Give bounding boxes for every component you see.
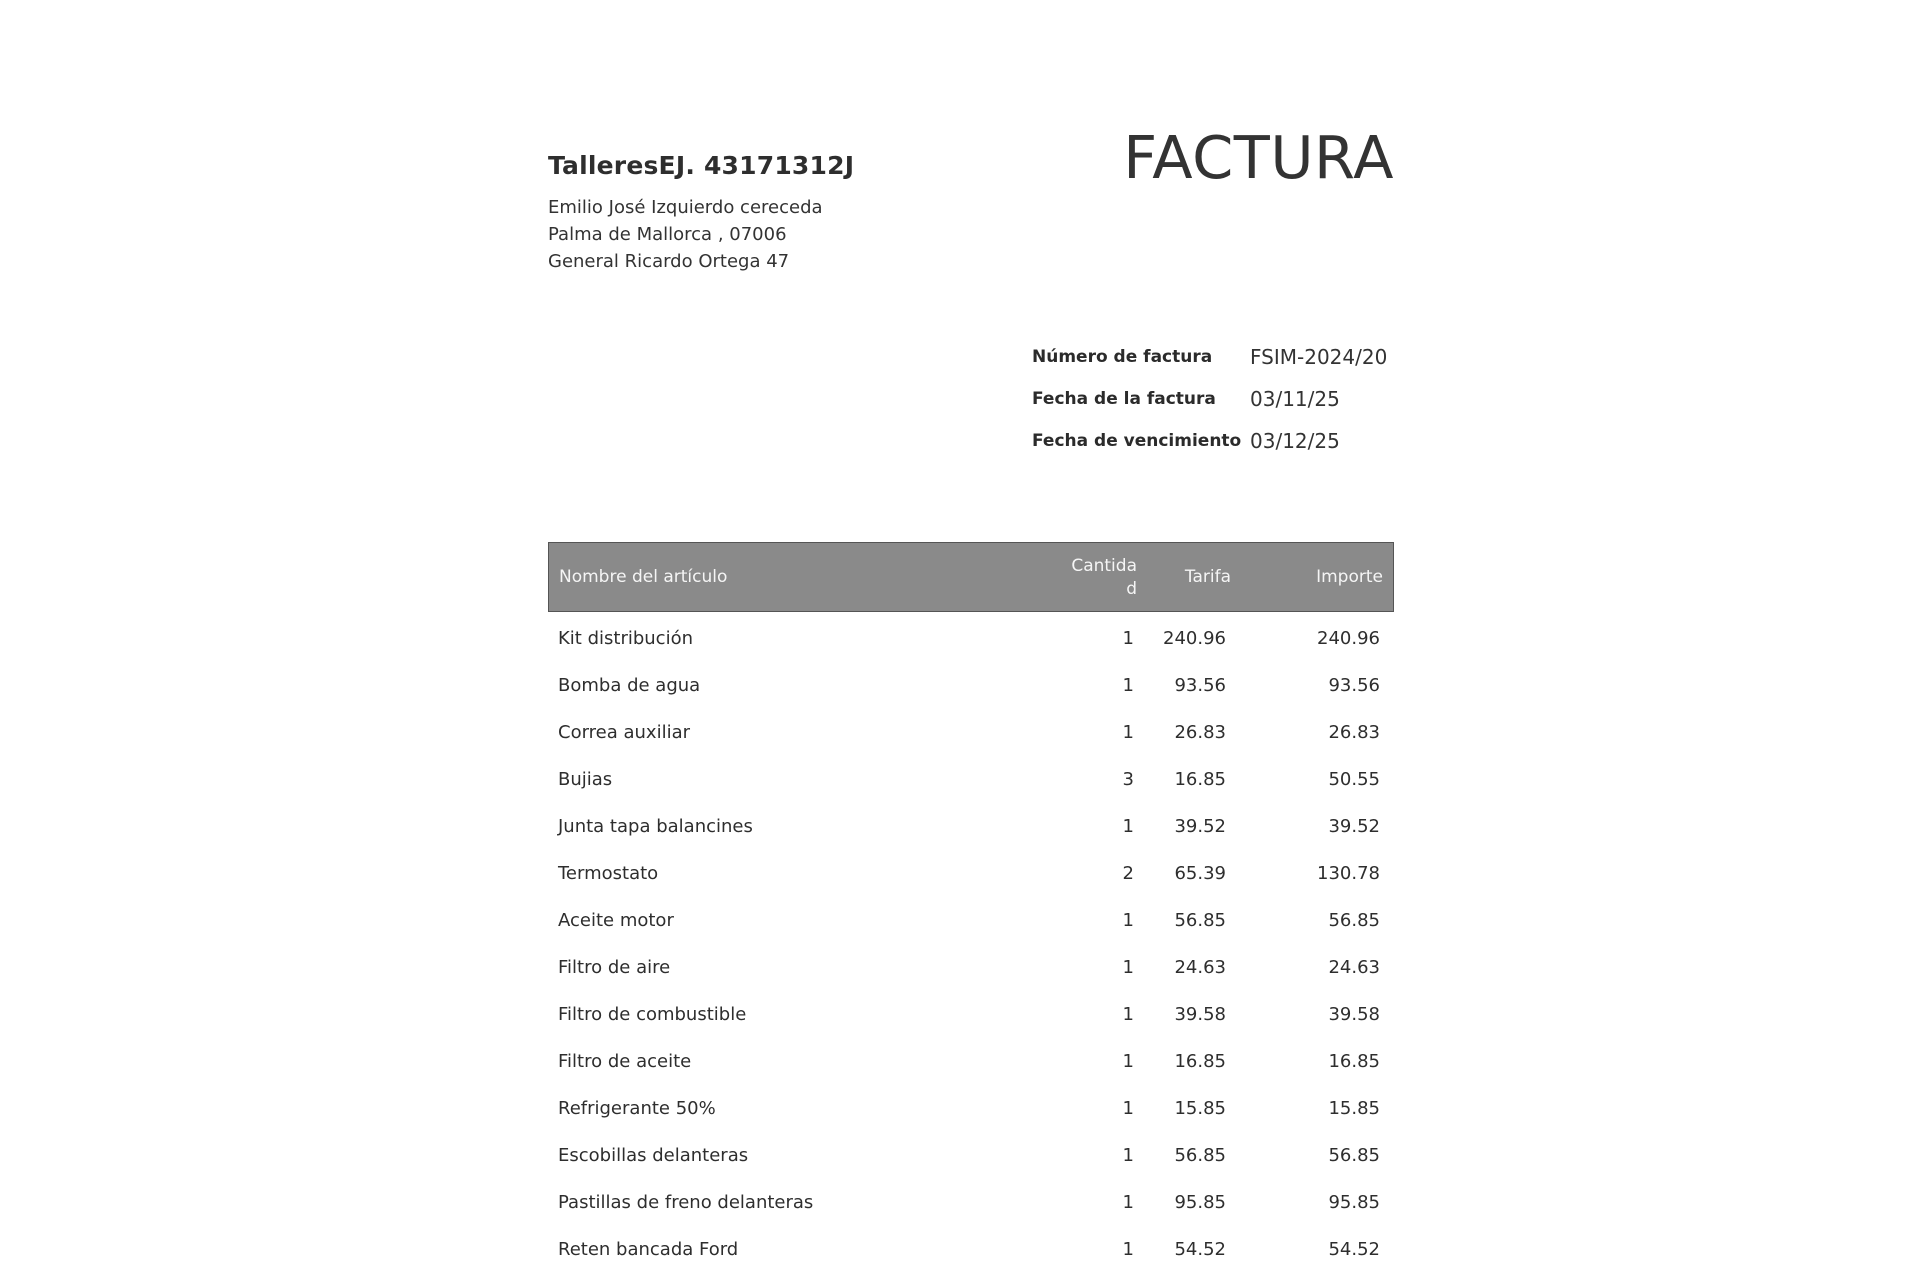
item-rate: 16.85 bbox=[1174, 1051, 1226, 1072]
item-quantity: 1 bbox=[1122, 1239, 1134, 1260]
header-rate: Tarifa bbox=[1184, 567, 1231, 587]
table-row bbox=[548, 757, 1394, 804]
item-rate: 15.85 bbox=[1174, 1098, 1226, 1119]
table-row bbox=[548, 1133, 1394, 1180]
table-row bbox=[548, 1180, 1394, 1227]
item-name: Aceite motor bbox=[558, 910, 674, 931]
item-quantity: 1 bbox=[1122, 1098, 1134, 1119]
item-amount: 54.52 bbox=[1328, 1239, 1380, 1260]
item-quantity: 1 bbox=[1122, 1145, 1134, 1166]
item-quantity: 1 bbox=[1122, 1192, 1134, 1213]
item-rate: 39.58 bbox=[1174, 1004, 1226, 1025]
table-row bbox=[548, 663, 1394, 710]
item-amount: 56.85 bbox=[1328, 1145, 1380, 1166]
item-name: Refrigerante 50% bbox=[558, 1098, 716, 1119]
item-name: Termostato bbox=[558, 863, 659, 884]
item-name: Kit distribución bbox=[558, 628, 693, 649]
item-quantity: 1 bbox=[1122, 816, 1134, 837]
company-name: TalleresEJ. 43171312J bbox=[548, 151, 855, 180]
item-name: Filtro de combustible bbox=[558, 1004, 747, 1025]
meta-label: Fecha de la factura bbox=[1032, 389, 1216, 409]
meta-label: Número de factura bbox=[1032, 347, 1213, 367]
table-body bbox=[548, 616, 1394, 1274]
company-owner: Emilio José Izquierdo cereceda bbox=[548, 197, 823, 218]
header-quantity: Cantidad bbox=[1071, 556, 1137, 599]
item-quantity: 1 bbox=[1122, 910, 1134, 931]
item-name: Junta tapa balancines bbox=[558, 816, 753, 837]
table-row bbox=[548, 804, 1394, 851]
item-amount: 39.58 bbox=[1328, 1004, 1380, 1025]
table-row bbox=[548, 945, 1394, 992]
invoice-page bbox=[548, 0, 1394, 1260]
item-amount: 15.85 bbox=[1328, 1098, 1380, 1119]
meta-value: 03/12/25 bbox=[1250, 429, 1340, 453]
document-title: FACTURA bbox=[1123, 123, 1394, 192]
item-amount: 56.85 bbox=[1328, 910, 1380, 931]
item-rate: 56.85 bbox=[1174, 910, 1226, 931]
invoice-meta bbox=[1032, 336, 1394, 462]
item-name: Bomba de agua bbox=[558, 675, 701, 696]
header-amount: Importe bbox=[1316, 567, 1383, 587]
item-amount: 16.85 bbox=[1328, 1051, 1380, 1072]
item-rate: 54.52 bbox=[1174, 1239, 1226, 1260]
item-name: Pastillas de freno delanteras bbox=[558, 1192, 814, 1213]
header-item-name: Nombre del artículo bbox=[559, 567, 728, 587]
item-rate: 93.56 bbox=[1174, 675, 1226, 696]
item-rate: 26.83 bbox=[1174, 722, 1226, 743]
table-row bbox=[548, 710, 1394, 757]
item-quantity: 1 bbox=[1122, 1051, 1134, 1072]
company-info bbox=[548, 150, 968, 275]
item-name: Filtro de aceite bbox=[558, 1051, 692, 1072]
company-city: Palma de Mallorca , 07006 bbox=[548, 224, 787, 245]
meta-value: FSIM-2024/20 bbox=[1250, 345, 1388, 369]
item-amount: 50.55 bbox=[1328, 769, 1380, 790]
table-row bbox=[548, 1039, 1394, 1086]
item-amount: 93.56 bbox=[1328, 675, 1380, 696]
item-rate: 95.85 bbox=[1174, 1192, 1226, 1213]
item-amount: 130.78 bbox=[1317, 863, 1380, 884]
item-quantity: 1 bbox=[1122, 675, 1134, 696]
item-quantity: 1 bbox=[1122, 957, 1134, 978]
item-rate: 56.85 bbox=[1174, 1145, 1226, 1166]
item-quantity: 1 bbox=[1122, 722, 1134, 743]
table-row bbox=[548, 1227, 1394, 1274]
meta-label: Fecha de vencimiento bbox=[1032, 431, 1242, 451]
items-table bbox=[548, 542, 1394, 1274]
item-name: Correa auxiliar bbox=[558, 722, 691, 743]
table-row bbox=[548, 1086, 1394, 1133]
table-row bbox=[548, 992, 1394, 1039]
item-rate: 16.85 bbox=[1174, 769, 1226, 790]
item-quantity: 1 bbox=[1122, 628, 1134, 649]
item-quantity: 2 bbox=[1122, 863, 1134, 884]
company-street: General Ricardo Ortega 47 bbox=[548, 251, 790, 272]
meta-due-date bbox=[1032, 420, 1394, 462]
item-rate: 65.39 bbox=[1174, 863, 1226, 884]
item-rate: 240.96 bbox=[1163, 628, 1226, 649]
item-amount: 26.83 bbox=[1328, 722, 1380, 743]
table-row bbox=[548, 851, 1394, 898]
table-row bbox=[548, 616, 1394, 663]
item-name: Escobillas delanteras bbox=[558, 1145, 749, 1166]
meta-invoice-number bbox=[1032, 336, 1394, 378]
item-rate: 39.52 bbox=[1174, 816, 1226, 837]
item-quantity: 3 bbox=[1122, 769, 1134, 790]
item-name: Reten bancada Ford bbox=[558, 1239, 739, 1260]
item-amount: 39.52 bbox=[1328, 816, 1380, 837]
table-header bbox=[548, 542, 1394, 612]
table-row bbox=[548, 898, 1394, 945]
item-name: Filtro de aire bbox=[558, 957, 671, 978]
meta-value: 03/11/25 bbox=[1250, 387, 1340, 411]
item-amount: 95.85 bbox=[1328, 1192, 1380, 1213]
item-rate: 24.63 bbox=[1174, 957, 1226, 978]
item-amount: 240.96 bbox=[1317, 628, 1380, 649]
item-quantity: 1 bbox=[1122, 1004, 1134, 1025]
item-amount: 24.63 bbox=[1328, 957, 1380, 978]
meta-invoice-date bbox=[1032, 378, 1394, 420]
item-name: Bujias bbox=[558, 769, 613, 790]
